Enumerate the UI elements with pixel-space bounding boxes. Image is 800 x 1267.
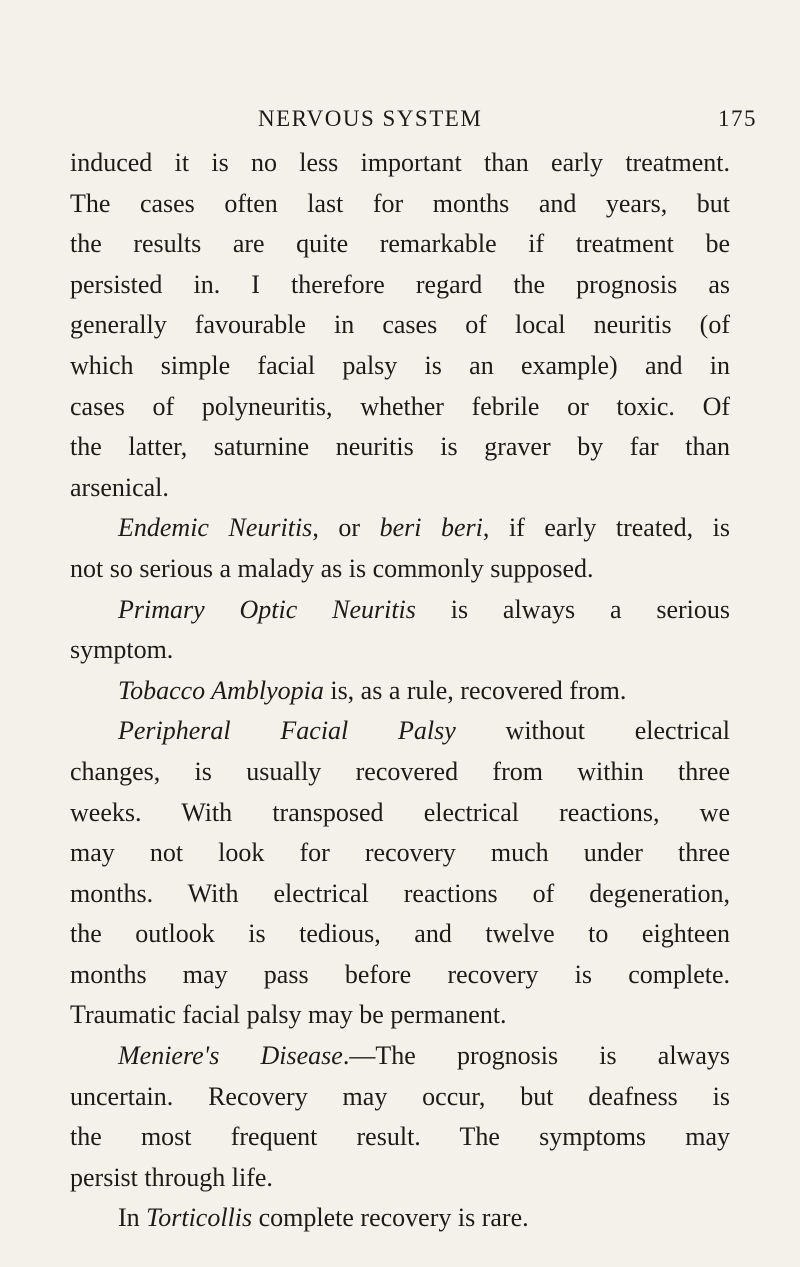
text-line: months may pass before recovery is complete. (70, 959, 730, 989)
paragraph-menieres-disease (70, 1036, 730, 1077)
text-run: .—The prognosis is always (342, 1041, 730, 1071)
text-line: persisted in. I therefore regard the prognosis as (70, 269, 730, 299)
text-run: In (118, 1203, 147, 1233)
text-line: may not look for recovery much under three (70, 838, 730, 868)
text-line: Traumatic facial palsy may be permanent. (70, 1000, 507, 1030)
text-line: months. With electrical reactions of degeneration, (70, 878, 730, 908)
text-line: weeks. With transposed electrical reactions, we (70, 797, 730, 827)
page-number: 175 (718, 106, 757, 131)
text-run: is always a serious (415, 594, 730, 624)
body-text (70, 143, 730, 1239)
text-run: is, as a rule, recovered from. (323, 675, 627, 705)
term-endemic-neuritis: Endemic Neuritis (118, 513, 313, 543)
term-torticollis: Torticollis (146, 1203, 253, 1233)
text-line: the most frequent result. The symptoms may (70, 1122, 730, 1152)
paragraph-tobacco-amblyopia (70, 671, 730, 712)
text-line: generally favourable in cases of local neuritis (of (70, 310, 730, 340)
text-run: without electrical (455, 716, 731, 746)
text-line: The cases often last for months and years, but (70, 188, 730, 218)
paragraph-endemic-neuritis (70, 508, 730, 549)
paragraph-peripheral-facial-palsy (70, 711, 730, 752)
running-head: NERVOUS SYSTEM (258, 106, 483, 131)
text-line: which simple facial palsy is an example) and in (70, 350, 730, 380)
text-line: arsenical. (70, 472, 169, 502)
paragraph-torticollis (70, 1198, 730, 1239)
term-beri-beri: beri beri (379, 513, 483, 543)
text-line: the latter, saturnine neuritis is graver by far than (70, 432, 730, 462)
term-menieres-disease: Meniere's Disease (118, 1041, 343, 1071)
text-line: symptom. (70, 635, 174, 665)
term-primary-optic-neuritis: Primary Optic Neuritis (118, 594, 416, 624)
text-line: not so serious a malady as is commonly supposed. (70, 553, 594, 583)
text-line: persist through life. (70, 1162, 273, 1192)
term-peripheral-facial-palsy: Peripheral Facial Palsy (118, 716, 456, 746)
text-line: the results are quite remarkable if treatment be (70, 229, 730, 259)
text-line: uncertain. Recovery may occur, but deafness is (70, 1081, 730, 1111)
text-run: , or (312, 513, 380, 543)
text-line: induced it is no less important than early treatment. (70, 148, 730, 177)
text-line: cases of polyneuritis, whether febrile or toxic. Of (70, 391, 730, 421)
term-tobacco-amblyopia: Tobacco Amblyopia (118, 675, 324, 705)
page-header (0, 100, 800, 140)
paragraph-primary-optic-neuritis (70, 590, 730, 631)
text-run: complete recovery is rare. (252, 1203, 529, 1233)
text-line: the outlook is tedious, and twelve to eighteen (70, 919, 730, 949)
text-run: , if early treated, is (482, 513, 730, 543)
text-line: changes, is usually recovered from within three (70, 756, 730, 786)
